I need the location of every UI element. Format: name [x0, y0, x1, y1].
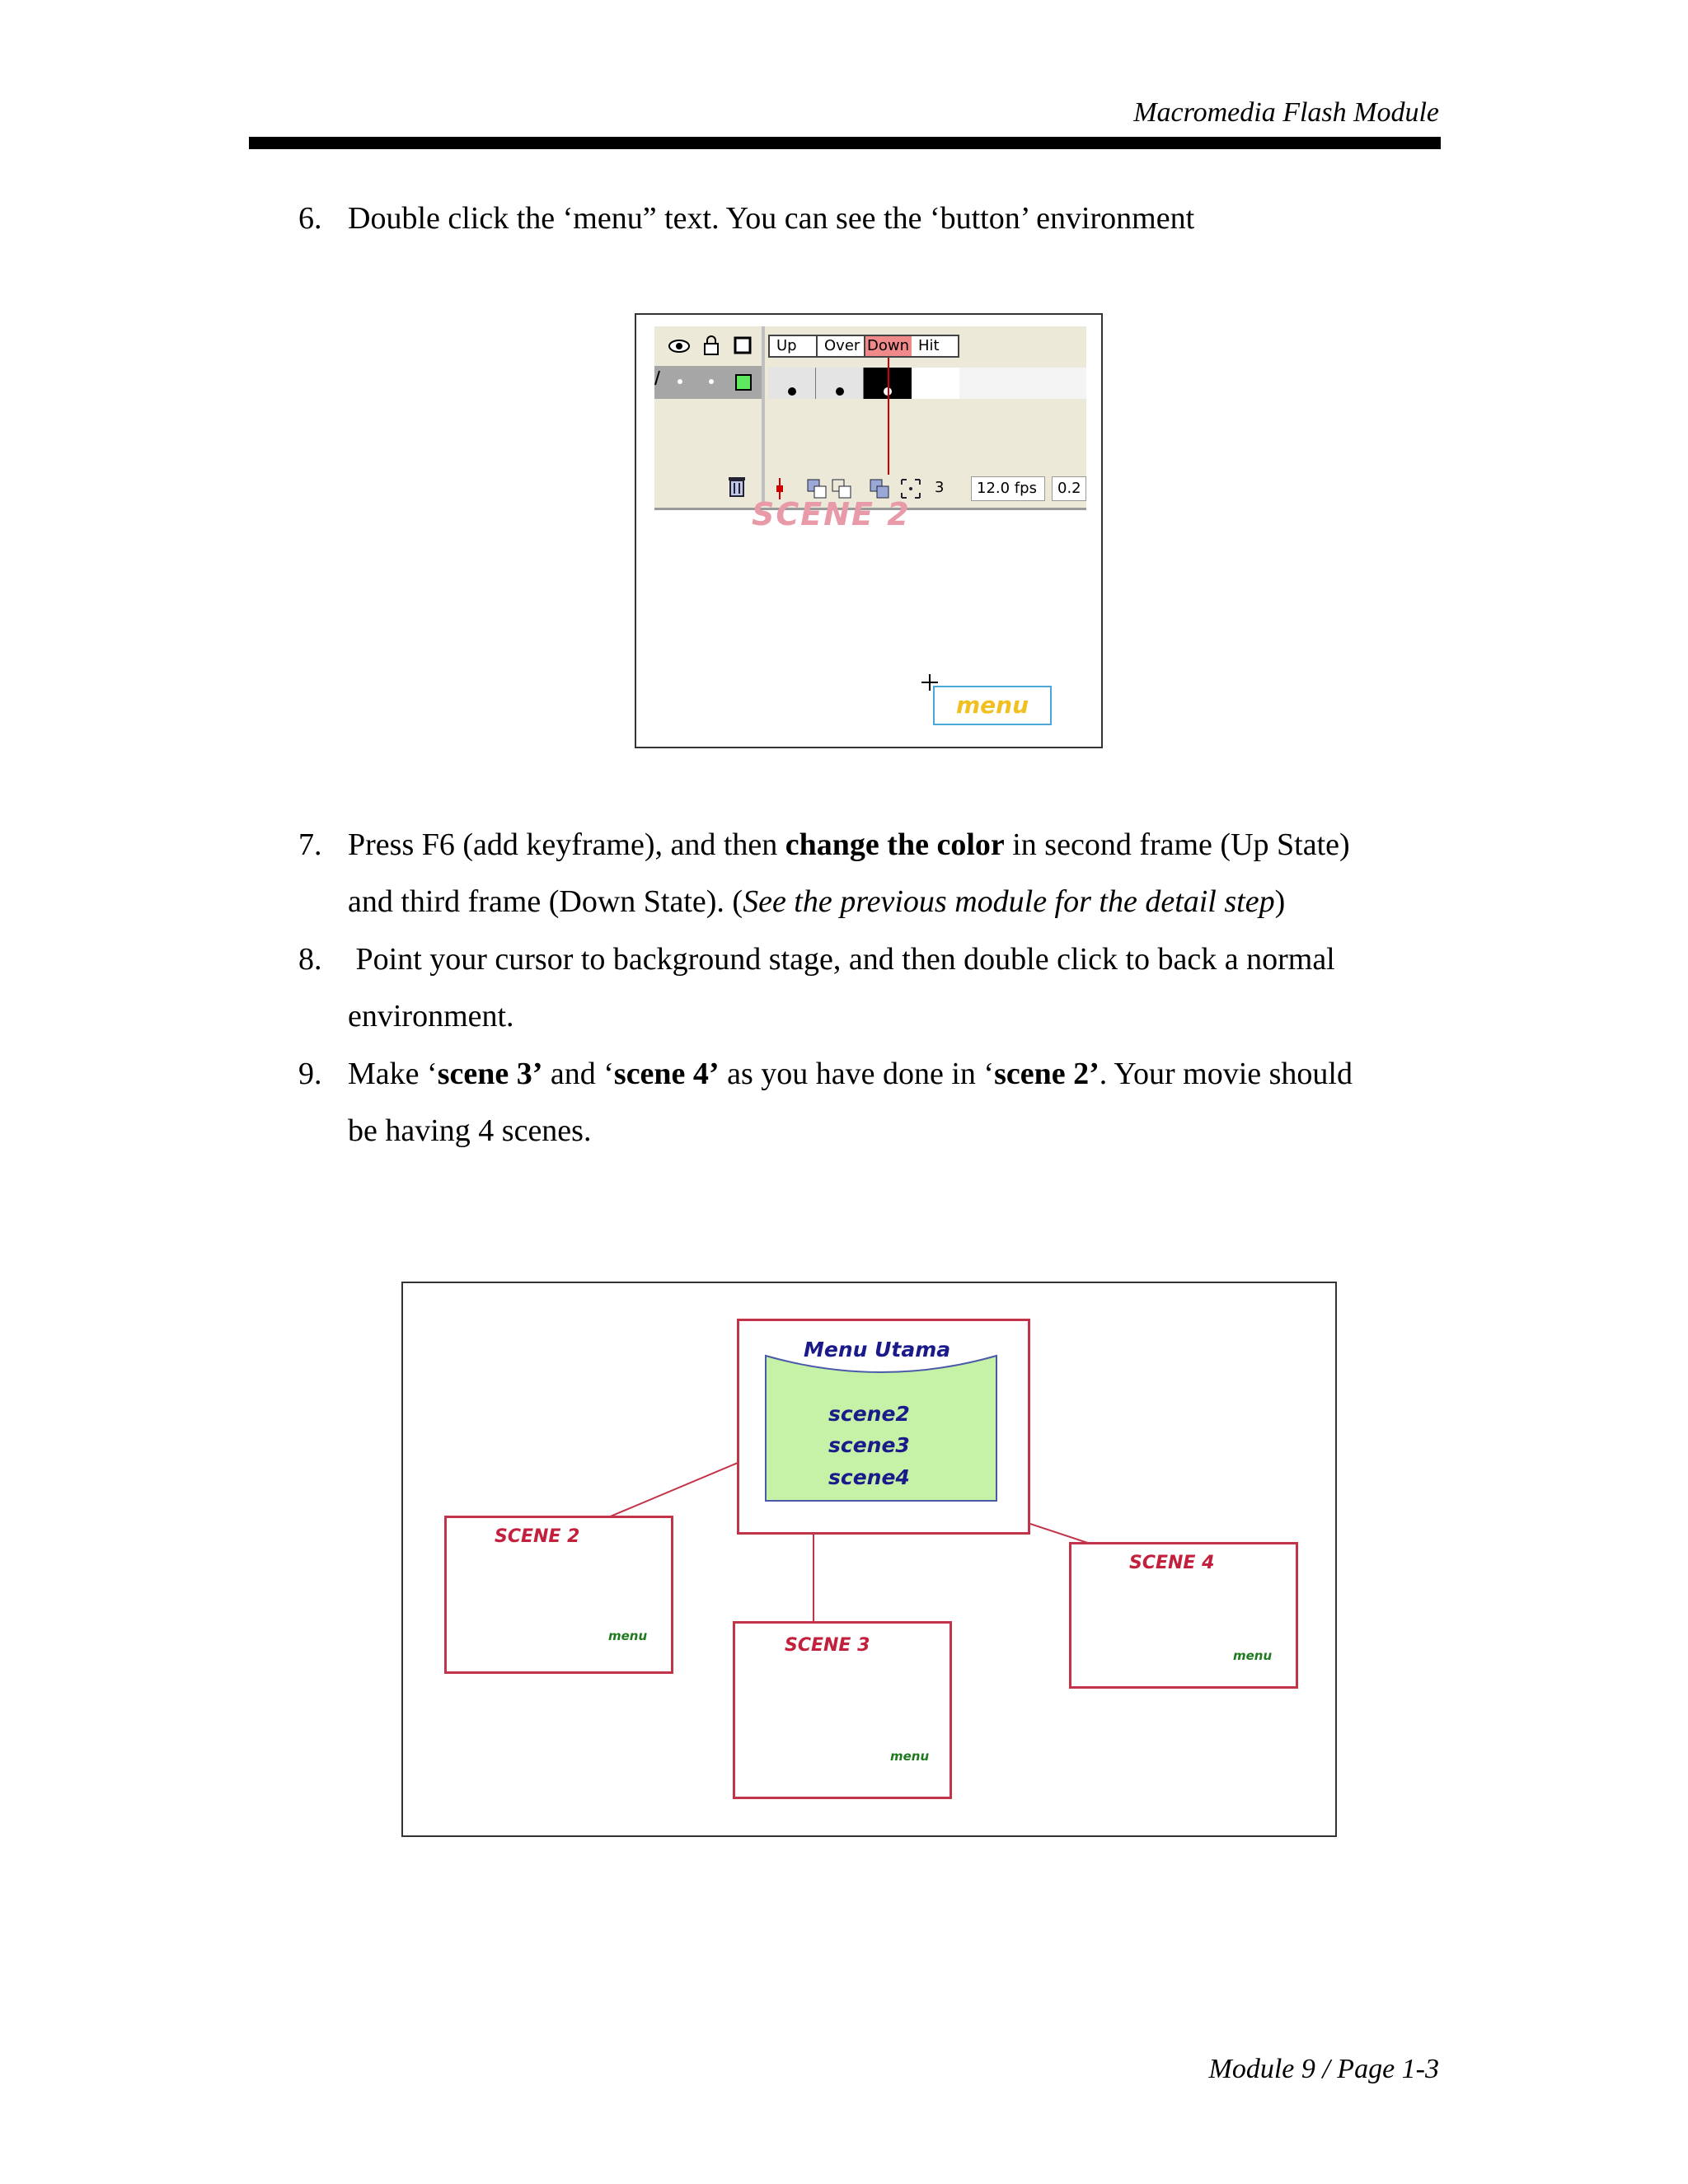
scene-diagram [401, 1282, 1337, 1837]
step-7 [298, 817, 1469, 932]
timeline-panel [654, 326, 1086, 510]
eye-icon[interactable] [668, 338, 691, 354]
tab-over[interactable]: Over [816, 335, 865, 358]
scene-title: SCENE 3 [785, 1635, 870, 1656]
step-emphasis: scene 3’ [437, 1057, 543, 1091]
link-scene3[interactable]: scene3 [828, 1433, 910, 1457]
header-rule [249, 137, 1441, 149]
step-note: See the previous module for the detail step [743, 884, 1275, 919]
step-line [348, 874, 1285, 930]
header-title: Macromedia Flash Module [1133, 97, 1439, 128]
step-text: Point your cursor to background stage, and then double click to back a normal [348, 942, 1335, 977]
stage-scene-title: SCENE 2 [752, 496, 911, 532]
step-emphasis: change the color [785, 827, 1005, 862]
frame-hit[interactable] [912, 368, 959, 399]
step-text: and third frame (Down State). ( [348, 884, 743, 919]
step-number: 7. [298, 827, 322, 862]
frame-over[interactable] [816, 368, 864, 399]
outline-icon[interactable] [734, 336, 752, 354]
step-number: 8. [298, 942, 322, 977]
frame-rate-field[interactable]: 12.0 fps [971, 476, 1045, 501]
step-emphasis: scene 4’ [613, 1057, 720, 1091]
scene-title: SCENE 4 [1129, 1553, 1215, 1573]
step-8 [298, 931, 1469, 1047]
pencil-icon [654, 369, 661, 386]
scene-4-box [1069, 1542, 1298, 1689]
step-line [348, 817, 1350, 874]
scene-3-box [733, 1621, 952, 1799]
flash-button-screenshot [635, 313, 1103, 748]
main-menu-box [737, 1319, 1030, 1535]
link-scene4[interactable]: scene4 [828, 1465, 910, 1489]
step-text: as you have done in ‘ [719, 1057, 995, 1091]
keyframe-dot-icon [788, 387, 796, 396]
step-text: environment. [348, 999, 514, 1033]
main-menu-title: Menu Utama [804, 1338, 951, 1361]
scene-menu-button[interactable]: menu [1233, 1648, 1273, 1663]
step-text: . Your movie should [1099, 1057, 1353, 1091]
step-text: Make ‘ [348, 1057, 438, 1091]
layer-panel [654, 326, 765, 506]
scene-menu-button[interactable]: menu [890, 1749, 930, 1764]
current-frame-field[interactable]: 3 [935, 479, 945, 496]
step-text: Press F6 (add keyframe), and then [348, 827, 785, 862]
step-text: Double click the ‘menu” text. You can see the ‘button’ environment [348, 201, 1195, 236]
playhead[interactable] [888, 358, 889, 475]
scene-2-box [444, 1516, 673, 1674]
step-emphasis: scene 2’ [994, 1057, 1100, 1091]
keyframe-dot-icon [836, 387, 844, 396]
tab-up[interactable]: Up [768, 335, 818, 358]
step-number: 6. [298, 201, 322, 236]
layer-row[interactable] [654, 366, 762, 399]
layer-color-icon [735, 374, 752, 391]
step-text: and ‘ [542, 1057, 614, 1091]
frame-up[interactable] [768, 368, 816, 399]
page-footer: Module 9 / Page 1-3 [1208, 2054, 1439, 2084]
tab-down[interactable]: Down [864, 335, 913, 358]
lock-dot-icon [709, 379, 714, 384]
scene-menu-button[interactable]: menu [608, 1629, 648, 1643]
trash-icon[interactable] [727, 475, 747, 498]
step-text: ) [1274, 884, 1286, 919]
link-scene2[interactable]: scene2 [828, 1402, 910, 1426]
menu-button[interactable]: menu [933, 686, 1052, 725]
visible-dot-icon [678, 379, 682, 384]
scene-title: SCENE 2 [495, 1526, 580, 1547]
step-text: in second frame (Up State) [1004, 827, 1350, 862]
frame-empty [959, 368, 1086, 399]
step-line [348, 1046, 1353, 1103]
step-number: 9. [298, 1057, 322, 1091]
step-9 [298, 1046, 1469, 1161]
lock-icon[interactable] [702, 335, 720, 356]
step-text: be having 4 scenes. [348, 1113, 592, 1148]
elapsed-time-field[interactable]: 0.2 [1052, 476, 1086, 501]
tab-hit[interactable]: Hit [912, 335, 959, 358]
